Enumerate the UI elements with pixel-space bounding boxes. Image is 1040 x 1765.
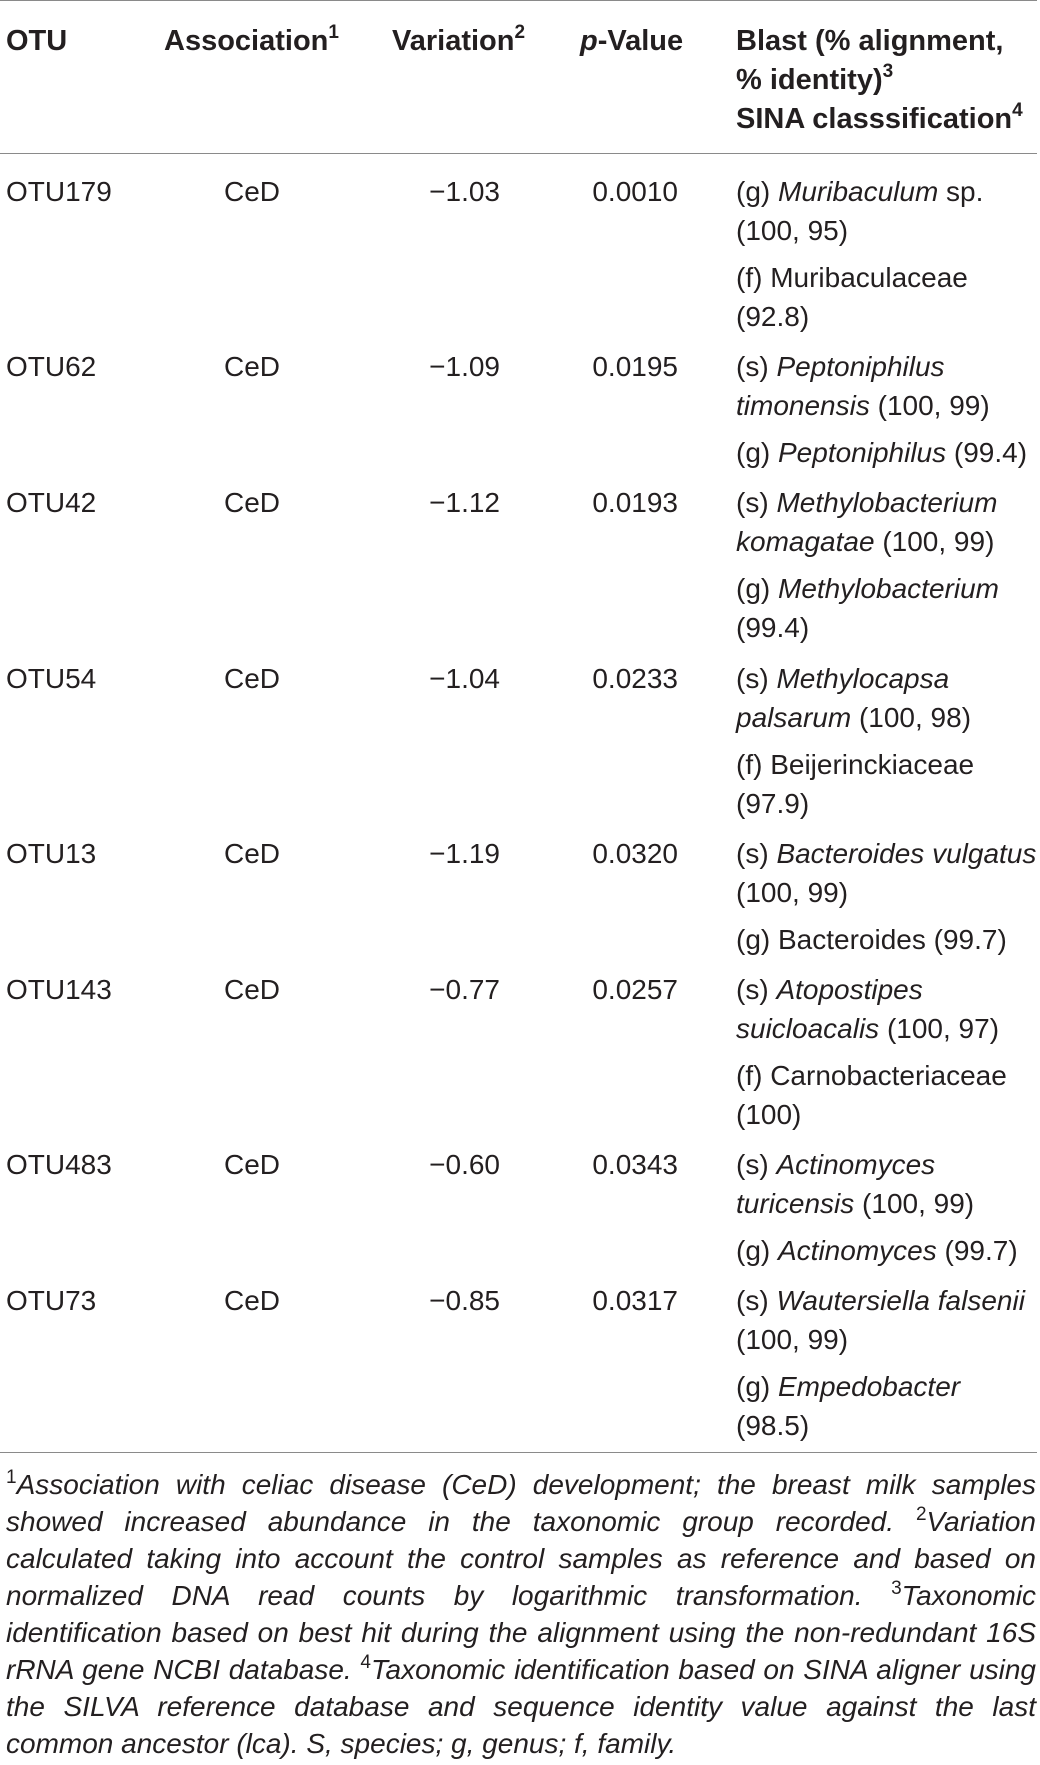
- footnote-3: Taxonomic identification based on best hit during the alignment using the non-redundant 16S rRNA gene NCBI database.: [6, 1580, 1037, 1685]
- table-top-rule: [0, 0, 1037, 1]
- cell-otu: OTU143: [6, 974, 112, 1005]
- cell-sina-line-2: (98.5): [736, 1410, 810, 1441]
- cell-blast-line-1: (s) Actinomyces: [736, 1149, 936, 1180]
- cell-sina-line-1: (g) Actinomyces (99.7): [736, 1235, 1018, 1266]
- cell-blast-line-1: (s) Peptoniphilus: [736, 351, 945, 382]
- footnote-2: Variation calculated taking into account the control samples as reference and based on normalized DNA read counts by logarithmic transformation.: [6, 1506, 1036, 1611]
- cell-association: CeD: [224, 1285, 281, 1316]
- cell-sina-line-2: (99.4): [736, 612, 810, 643]
- cell-blast-line-2: (100, 99): [736, 877, 849, 908]
- cell-sina-line-1: (f) Carnobacteriaceae: [736, 1060, 1007, 1091]
- cell-otu: OTU62: [6, 351, 97, 382]
- cell-association: CeD: [224, 176, 281, 207]
- header-pvalue: p-Value: [580, 25, 684, 57]
- header-rule: [0, 153, 1037, 154]
- cell-blast-line-1: (s) Methylobacterium: [736, 487, 998, 518]
- cell-pvalue: 0.0233: [592, 663, 678, 694]
- cell-blast-line-1: (g) Muribaculum sp.: [736, 176, 984, 207]
- cell-otu: OTU13: [6, 838, 97, 869]
- cell-variation: −1.04: [429, 663, 500, 694]
- cell-otu: OTU73: [6, 1285, 97, 1316]
- cell-variation: −0.77: [429, 974, 500, 1005]
- cell-otu: OTU54: [6, 663, 97, 694]
- cell-blast-line-2: turicensis (100, 99): [736, 1188, 975, 1219]
- cell-blast-line-2: (100, 95): [736, 215, 849, 246]
- cell-blast-line-1: (s) Bacteroides vulgatus: [736, 838, 1037, 869]
- cell-association: CeD: [224, 838, 281, 869]
- table-footnotes: $^1$Association with celiac disease (CeD) development; the breast milk samples showed increased abundance in the taxonomic group recorded. $^2$Variation calculated taking into account the control samples as reference and based on normalized DNA read counts by logarithmic transformation. $^3$Taxonomic identification based on best hit during the alignment using the non-redundant 16S rRNA gene NCBI database. $^4$Taxonomic identification based on SINA aligner using the SILVA reference database and sequence identity value against the last common ancestor (lca). S, species; g, genus; f, family.: [6, 1467, 1037, 1759]
- cell-association: CeD: [224, 487, 281, 518]
- cell-sina-line-1: (g) Bacteroides (99.7): [736, 924, 1007, 955]
- cell-pvalue: 0.0257: [592, 974, 678, 1005]
- cell-association: CeD: [224, 663, 281, 694]
- cell-pvalue: 0.0317: [592, 1285, 678, 1316]
- cell-variation: −1.12: [429, 487, 500, 518]
- cell-sina-line-2: (100): [736, 1099, 802, 1130]
- cell-variation: −1.19: [429, 838, 500, 869]
- cell-variation: −0.60: [429, 1149, 500, 1180]
- header-association: Association$^1$: [164, 22, 339, 57]
- cell-otu: OTU483: [6, 1149, 112, 1180]
- header-variation: Variation$^2$: [392, 22, 526, 57]
- cell-blast-line-1: (s) Atopostipes: [736, 974, 923, 1005]
- cell-association: CeD: [224, 974, 281, 1005]
- footnote-4: Taxonomic identification based on SINA aligner using the SILVA reference database and sequence identity value against the last common ancestor (lca). S, species; g, genus; f, family.: [6, 1654, 1037, 1759]
- cell-sina-line-2: (97.9): [736, 788, 810, 819]
- cell-pvalue: 0.0320: [592, 838, 678, 869]
- cell-variation: −1.09: [429, 351, 500, 382]
- table-bottom-rule: [0, 1452, 1037, 1453]
- cell-sina-line-1: (g) Peptoniphilus (99.4): [736, 437, 1028, 468]
- header-otu: OTU: [6, 25, 68, 57]
- cell-pvalue: 0.0343: [592, 1149, 678, 1180]
- cell-sina-line-1: (g) Empedobacter: [736, 1371, 961, 1402]
- cell-blast-line-2: komagatae (100, 99): [736, 526, 995, 557]
- cell-association: CeD: [224, 1149, 281, 1180]
- cell-blast-line-1: (s) Methylocapsa: [736, 663, 950, 694]
- header-blast: Blast (% alignment, % identity)$^3$ SINA classsification$^4$: [736, 25, 1023, 135]
- cell-blast-line-2: suicloacalis (100, 97): [736, 1013, 1000, 1044]
- cell-blast-line-1: (s) Wautersiella falsenii: [736, 1285, 1025, 1316]
- cell-blast-line-2: palsarum (100, 98): [736, 702, 972, 733]
- cell-sina-line-1: (f) Muribaculaceae: [736, 262, 968, 293]
- cell-sina-line-2: (92.8): [736, 301, 810, 332]
- cell-variation: −0.85: [429, 1285, 500, 1316]
- cell-sina-line-1: (g) Methylobacterium: [736, 573, 999, 604]
- cell-blast-line-2: timonensis (100, 99): [736, 390, 990, 421]
- cell-pvalue: 0.0193: [592, 487, 678, 518]
- cell-blast-line-2: (100, 99): [736, 1324, 849, 1355]
- cell-association: CeD: [224, 351, 281, 382]
- cell-pvalue: 0.0195: [592, 351, 678, 382]
- footnote-1: Association with celiac disease (CeD) development; the breast milk samples showed increased abundance in the taxonomic group recorded.: [6, 1469, 1036, 1537]
- cell-pvalue: 0.0010: [592, 176, 678, 207]
- cell-otu: OTU42: [6, 487, 97, 518]
- cell-variation: −1.03: [429, 176, 500, 207]
- cell-sina-line-1: (f) Beijerinckiaceae: [736, 749, 975, 780]
- cell-otu: OTU179: [6, 176, 112, 207]
